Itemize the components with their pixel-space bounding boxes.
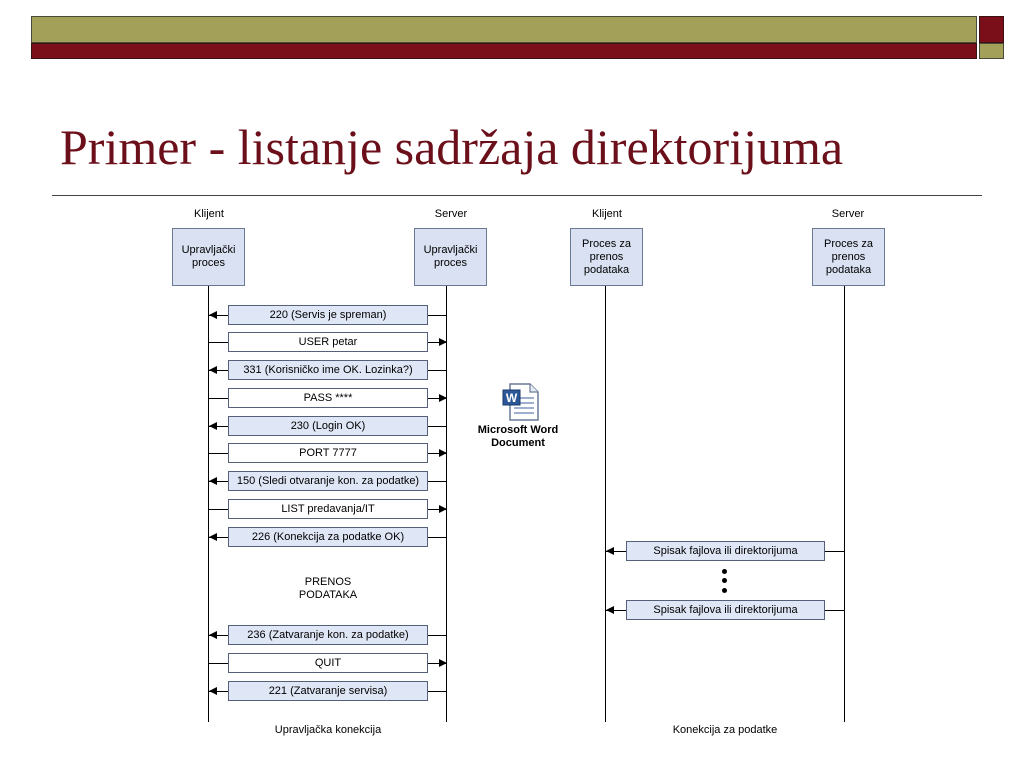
arrow-left-icon bbox=[209, 687, 217, 695]
header-corner-red bbox=[979, 16, 1004, 43]
message-connector bbox=[208, 398, 228, 399]
arrow-left-icon bbox=[209, 422, 217, 430]
data-client-label: Klijent bbox=[592, 208, 622, 220]
message-box: 226 (Konekcija za podatke OK) bbox=[228, 527, 428, 547]
header-bar-red bbox=[31, 43, 977, 59]
continuation-dot bbox=[722, 569, 727, 574]
data-server-lifeline bbox=[844, 286, 845, 722]
message-connector bbox=[208, 663, 228, 664]
message-box: 220 (Servis je spreman) bbox=[228, 305, 428, 325]
message-connector bbox=[428, 691, 447, 692]
message-connector bbox=[428, 481, 447, 482]
message-box: 230 (Login OK) bbox=[228, 416, 428, 436]
arrow-right-icon bbox=[439, 394, 447, 402]
message-connector bbox=[208, 342, 228, 343]
message-box: PASS **** bbox=[228, 388, 428, 408]
message-connector bbox=[428, 426, 447, 427]
arrow-left-icon bbox=[209, 631, 217, 639]
message-connector bbox=[428, 315, 447, 316]
arrow-left-icon bbox=[606, 547, 614, 555]
data-server-label: Server bbox=[831, 208, 865, 220]
control-connection-caption: Upravljačka konekcija bbox=[274, 724, 382, 736]
message-connector bbox=[208, 453, 228, 454]
message-box: Spisak fajlova ili direktorijuma bbox=[626, 541, 825, 561]
control-server-process-box: Upravljački proces bbox=[414, 228, 487, 286]
arrow-left-icon bbox=[209, 477, 217, 485]
message-connector bbox=[208, 509, 228, 510]
message-box: LIST predavanja/IT bbox=[228, 499, 428, 519]
slide-title: Primer - listanje sadržaja direktorijuma bbox=[60, 119, 844, 175]
word-document-caption: Microsoft Word Document bbox=[477, 424, 559, 449]
arrow-left-icon bbox=[209, 366, 217, 374]
arrow-right-icon bbox=[439, 449, 447, 457]
message-box: QUIT bbox=[228, 653, 428, 673]
svg-text:W: W bbox=[505, 391, 518, 405]
message-box: PORT 7777 bbox=[228, 443, 428, 463]
control-server-label: Server bbox=[434, 208, 468, 220]
header-bar-olive bbox=[31, 16, 977, 43]
data-connection-caption: Konekcija za podatke bbox=[672, 724, 778, 736]
message-box: 221 (Zatvaranje servisa) bbox=[228, 681, 428, 701]
message-connector bbox=[428, 370, 447, 371]
message-connector bbox=[825, 551, 845, 552]
arrow-right-icon bbox=[439, 659, 447, 667]
data-client-process-box: Proces za prenos podataka bbox=[570, 228, 643, 286]
arrow-left-icon bbox=[209, 533, 217, 541]
message-connector bbox=[825, 610, 845, 611]
arrow-right-icon bbox=[439, 505, 447, 513]
arrow-right-icon bbox=[439, 338, 447, 346]
control-client-lifeline bbox=[208, 286, 209, 722]
message-box: USER petar bbox=[228, 332, 428, 352]
arrow-left-icon bbox=[209, 311, 217, 319]
data-client-lifeline bbox=[605, 286, 606, 722]
continuation-dot bbox=[722, 578, 727, 583]
header-corner-olive bbox=[979, 43, 1004, 59]
control-server-lifeline bbox=[446, 286, 447, 722]
message-connector bbox=[428, 635, 447, 636]
arrow-left-icon bbox=[606, 606, 614, 614]
continuation-dot bbox=[722, 588, 727, 593]
message-box: 150 (Sledi otvaranje kon. za podatke) bbox=[228, 471, 428, 491]
control-client-label: Klijent bbox=[194, 208, 224, 220]
message-box: Spisak fajlova ili direktorijuma bbox=[626, 600, 825, 620]
data-server-process-box: Proces za prenos podataka bbox=[812, 228, 885, 286]
data-transfer-note: PRENOS PODATAKA bbox=[298, 576, 358, 601]
control-client-process-box: Upravljački proces bbox=[172, 228, 245, 286]
word-document-icon[interactable] bbox=[500, 382, 540, 422]
message-box: 236 (Zatvaranje kon. za podatke) bbox=[228, 625, 428, 645]
message-connector bbox=[428, 537, 447, 538]
message-box: 331 (Korisničko ime OK. Lozinka?) bbox=[228, 360, 428, 380]
title-divider bbox=[52, 195, 982, 196]
